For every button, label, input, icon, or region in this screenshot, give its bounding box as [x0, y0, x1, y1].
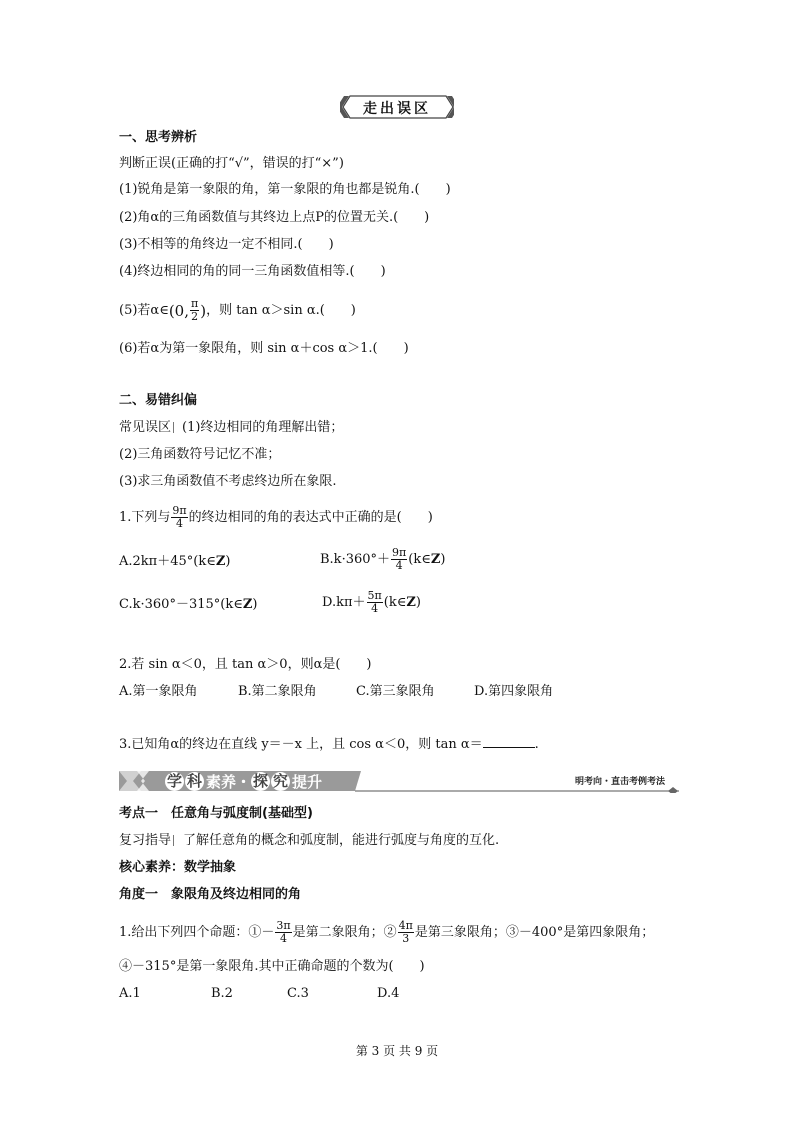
banner-word: 提升 [292, 772, 323, 791]
frac-num: 9π [392, 546, 407, 559]
close-paren: ) [225, 554, 231, 569]
set-z: Z [215, 554, 226, 569]
section-banner-literacy [119, 769, 679, 793]
q2-option-d: D.第四象限角 [474, 684, 554, 699]
judge-item-5 [119, 298, 356, 323]
page-footer: 第 3 页 共 9 页 [355, 1044, 439, 1058]
p1-option-b: B.2 [211, 986, 233, 1001]
item5-prefix: (5)若α∈ [119, 303, 169, 318]
question-1 [119, 505, 433, 530]
p1-text-a: 1.给出下列四个命题：①－ [119, 925, 275, 940]
banner-literacy-title [165, 771, 322, 791]
instruction: 判断正误(正确的打“√”，错误的打“×”) [119, 156, 344, 171]
question-2: 2.若 sin α＜0，且 tan α＞0，则α是( ) [119, 657, 372, 672]
kaodian-title: 考点一 任意角与弧度制(基础型) [119, 806, 313, 821]
q1-option-b-suffix: (k∈ [408, 552, 431, 567]
close-paren: ) [415, 595, 421, 610]
q1-prefix: 1.下列与 [119, 510, 171, 525]
q2-option-b: B.第二象限角 [238, 684, 317, 699]
p1-text-b: 是第二象限角；② [292, 925, 397, 940]
char-circle: 学 [166, 771, 182, 790]
q1-suffix: 的终边相同的角的表达式中正确的是( ) [188, 510, 433, 525]
answer-blank [483, 735, 535, 748]
p1-option-a: A.1 [119, 986, 141, 1001]
frac-num: 4π [398, 919, 413, 932]
common-item-3: (3)求三角函数值不考虑终边所在象限. [119, 474, 337, 489]
close-paren: ) [252, 597, 258, 612]
label-divider [173, 835, 174, 846]
common-label: 常见误区 [119, 420, 172, 435]
review-text: 了解任意角的概念和弧度制，能进行弧度与角度的互化. [183, 833, 500, 848]
q1-option-a-text: A.2kπ＋45°(k∈ [119, 554, 216, 569]
frac-den: 3 [402, 932, 410, 945]
set-z: Z [430, 552, 441, 567]
char-circle: 科 [186, 771, 202, 790]
judge-item-3: (3)不相等的角终边一定不相同.( ) [119, 237, 334, 252]
frac-num: 9π [172, 504, 187, 517]
judge-item-4: (4)终边相同的角的同一三角函数值相等.( ) [119, 264, 386, 279]
label-divider [173, 422, 174, 433]
banner-right-text: 明考向・直击考例考法 [574, 777, 665, 787]
q1-option-c-text: C.k·360°－315°(k∈ [119, 597, 243, 612]
problem-1-line-2: ④－315°是第一象限角.其中正确命题的个数为( ) [119, 959, 425, 974]
close-paren: ) [440, 552, 446, 567]
banner-word: 素养・ [206, 772, 252, 791]
part2-title: 二、易错纠偏 [119, 393, 198, 408]
q1-option-a [119, 553, 230, 571]
set-z: Z [242, 597, 253, 612]
common-item-2: (2)三角函数符号记忆不准； [119, 447, 281, 462]
p1-text-c: 是第三象限角；③－400°是第四象限角； [414, 925, 655, 940]
fraction-pi-over-2 [190, 298, 199, 323]
fraction-4pi-over-3 [398, 920, 414, 945]
question-3 [119, 735, 539, 754]
frac-den: 4 [280, 932, 288, 945]
judge-item-6: (6)若α为第一象限角，则 sin α＋cos α＞1.( ) [119, 341, 409, 356]
fraction-5pi-over-4 [367, 590, 383, 615]
core-literacy: 核心素养：数学抽象 [119, 860, 237, 875]
q3-end: . [534, 737, 539, 752]
judge-item-2: (2)角α的三角函数值与其终边上点P的位置无关.( ) [119, 210, 430, 225]
frac-num: 3π [276, 919, 291, 932]
q1-option-d [322, 590, 421, 615]
frac-den: 4 [395, 559, 403, 572]
q1-option-b [320, 547, 445, 572]
review-label: 复习指导 [119, 833, 172, 848]
angle-one-title: 角度一 象限角及终边相同的角 [119, 887, 302, 902]
section-banner-mistakes [340, 95, 454, 119]
frac-den: 4 [371, 602, 379, 615]
judge-item-1: (1)锐角是第一象限的角，第一象限的角也都是锐角.( ) [119, 182, 451, 197]
q1-option-d-text: D.kπ＋ [322, 595, 366, 610]
q1-option-b-text: B.k·360°＋ [320, 552, 391, 567]
p1-option-c: C.3 [287, 986, 309, 1001]
problem-1-line-1 [119, 920, 654, 945]
fraction-9pi-over-4 [171, 505, 187, 530]
p1-option-d: D.4 [377, 986, 400, 1001]
frac-den: 2 [191, 310, 199, 323]
frac-num: π [191, 297, 199, 310]
item5-open: (0, [168, 301, 189, 320]
set-z: Z [406, 595, 416, 610]
q3-text: 3.已知角α的终边在直线 y＝－x 上，且 cos α＜0，则 tan α＝ [119, 737, 483, 752]
common-mistakes [119, 419, 343, 437]
q1-option-d-suffix: (k∈ [383, 595, 407, 610]
part1-title: 一、思考辨析 [119, 130, 198, 145]
frac-num: 5π [367, 589, 382, 602]
banner-title: 走出误区 [363, 101, 431, 117]
review-guide [119, 832, 499, 850]
char-circle: 探 [253, 771, 269, 790]
q2-option-a: A.第一象限角 [119, 684, 198, 699]
item5-close: ) [200, 301, 207, 320]
q1-option-c [119, 596, 257, 614]
fraction-3pi-over-4 [275, 920, 291, 945]
fraction-9pi-over-4 [391, 547, 407, 572]
item5-suffix: ，则 tan α＞sin α.( ) [206, 303, 356, 318]
common-item-1: (1)终边相同的角理解出错； [182, 420, 344, 435]
char-circle: 究 [273, 771, 289, 790]
frac-den: 4 [176, 517, 184, 530]
q2-option-c: C.第三象限角 [356, 684, 435, 699]
